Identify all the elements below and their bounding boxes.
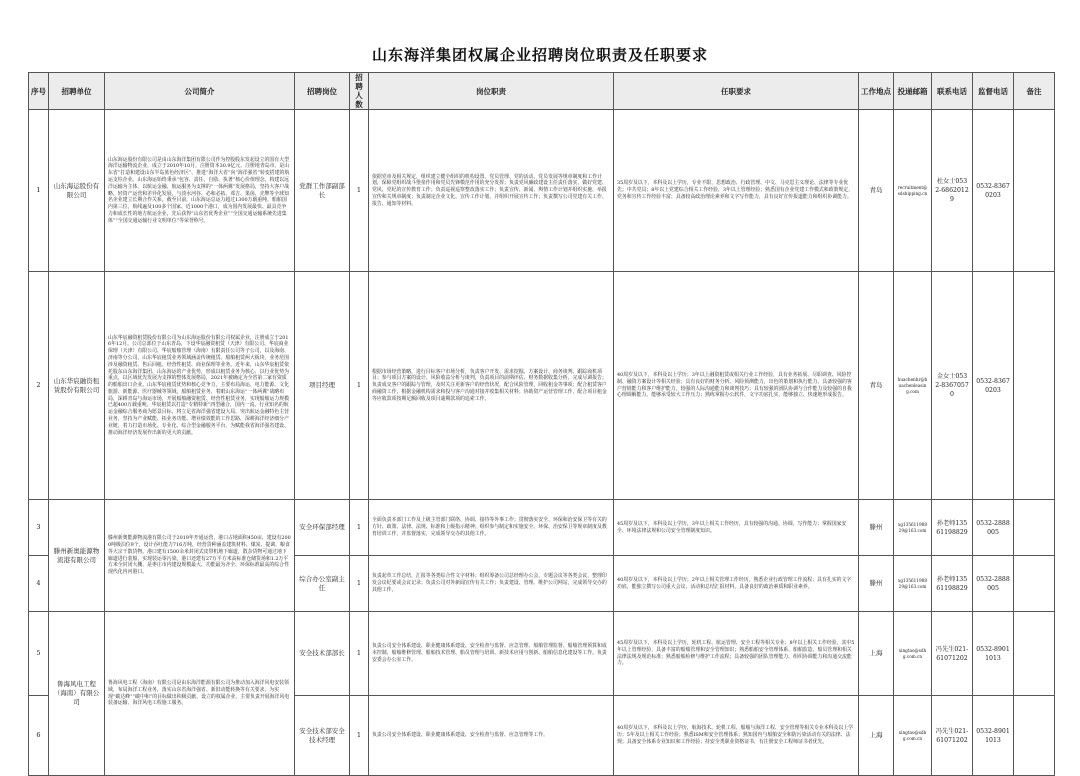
cell-seq: 2 (29, 272, 49, 500)
cell-email[interactable]: xingtao@sdhg.com.cn (894, 612, 932, 696)
header-req: 任职要求 (614, 73, 859, 110)
cell-count: 1 (350, 110, 369, 272)
cell-duty: 负责公司安全体系建设、职业健康体系建设、安全检查与监督、应急管理等工作。 (369, 696, 614, 776)
cell-seq: 1 (29, 110, 49, 272)
table-row (29, 612, 1055, 696)
cell-supervise: 0532-89011013 (973, 612, 1014, 696)
cell-contact: 杜女士0532-68620129 (932, 110, 973, 272)
cell-duty: 全面负责本部门工作及上级主管部门联络、协调、接待等外事工作；贯彻落实安全、环保和治安保卫等有关的方针、政策、法律、法规、标准和上级指示精神；组织参与制定和实施安全、环保、治安保卫等规章制度及教育培训工作，并监督落实，完成领导交办的其他工作。 (369, 500, 614, 556)
cell-post: 安全环保部经理 (295, 500, 350, 556)
cell-email[interactable]: xg13561198829@163.com (894, 500, 932, 556)
cell-note (1014, 556, 1055, 612)
cell-intro: 滕州新奥能源物流港有限公司于2019年开通运营，港口占地面积450亩，建设有2000吨级泊位9个，设计吞吐能力716万吨，经营货种涵盖建筑材料、煤炭、提调、粮食等大宗干散货物。港口建有1500余米封闭式皮带机地下廊道，散杂货物可通过地下廊道进行装船，实现装运零污染。港口还建有27万平方米高标准仓储货场和1.2万平方米全封闭大棚，是枣庄市内建设规模最大、功能最为齐全、环保标准最高的综合性现代化内河港口。 (105, 500, 295, 612)
cell-count: 1 (350, 556, 369, 612)
cell-contact: 孙老师13561198829 (932, 500, 973, 556)
cell-req: 45周岁及以下，本科及以上学历，轮机工程、航运管理、安全工程等相关专业；8年以上相关工作经验，其中5年以上管理经验，具备丰富的船舶管理和安全管理知识；熟悉船舶安全管理体系、船舶监造、船员管理和相关法律法规及规范标准；熟悉船舶检修与维护工作流程；具备较强的团队管理能力、组织协调能力和沟通交流能力。 (614, 612, 859, 696)
cell-post: 项目经理 (295, 272, 350, 500)
cell-loc: 青岛 (859, 110, 894, 272)
cell-intro: 鲁海风电工程（海南）有限公司是由东海洋能源有限公司为推动加入海洋风电安装领域，布局海洋工程业务，落实山东省海洋强省、新旧动能转换等有关要求，为实现“碳达峰”“碳中和”的目标做出积极贡献，设立的权属企业，主要负责开展海洋风电装备运输、海洋风电工程施工服务。 (105, 612, 295, 776)
header-note: 备注 (1014, 73, 1055, 110)
header-loc: 工作地点 (859, 73, 894, 110)
cell-email[interactable]: huachenhr@huachenleasing.com (894, 272, 932, 500)
header-seq: 序号 (29, 73, 49, 110)
cell-req: 45周岁及以下，本科及以上学历，3年以上相关工作经历，具有较强的沟通、协调、写作能力；掌握国家安全、环境法律法规和公司安全管理制度知识。 (614, 500, 859, 556)
cell-intro: 山东华宸融资租赁股份有限公司为山东海运股份有限公司权属企业，注册成立于2016年12月。公司总部位于山东青岛，下设华宸融资租赁（天津）有限公司、华宸商业保理（天津）有限公司、华宸船舶管理（海南）有限责任公司等子公司，以及海南、济南等分公司，山东华宸租赁业务领域涵盖传统租赁、船舶租赁两大板块，业务范围涉及融资租赁、售后回租、经营性租赁、商业保理等业务。近年来，山东华宸租赁依托股东山东海洋集团、山东海运的产业优势，形成以租赁业务为核心、以行业优势为重点，以区域优先发展为支撑的整体发展格局，2021年被确定为全省第二家有资质的船舶出口企业。山东华宸租赁优势和核心竞争力，主要布局海运、电力能源、文化旅游、新能源、医疗器械等领域，船舶租赁业务，着眼山东海运“一体两翼”战略布局，深耕青岛与海运市场，开展船舶融资租赁、经营性租赁业务，实现船舶运力规模已超400万载重吨。华宸租赁以打造“专精特新”四型融合，国内一流、行业知名的航运金融综合服务商为愿景目标，将立足省海洋强省建设大局，突出航运金融特色主营业务，坚持为产业赋能、拓业务功能、增业绩效能的工作思路，深耕海洋经济细分产业链，着力打造市场化、专业化、综合型金融服务平台，为赋能我省海洋强省建设、推动海洋经济发展作出新的更大的贡献。 (105, 272, 295, 500)
cell-note (1014, 272, 1055, 500)
cell-intro: 山东海运股份有限公司是由山东海洋集团有限公司作为控股股东发起设立的国有大型海洋运输物流企业，成立于2010年10月，注册资本30.9亿元，注册地青岛市，是山东省“打造和建设山东半岛蓝色经济区”、推进“海洋大省”向“海洋强省”转变搭建的航运支柱企业。山东海运始终秉承“包容、责任、自励、执著”核心价值理念，构建以远洋运输为主体，以航运金融、航运服务为支撑的“一体两翼”发展格局，坚持大客户战略、轻资产运营和差异化发展，与淡水河谷、必和必拓、邓吉、果茵、壳牌等全球知名企业建立长期合作关系。截至目前，山东海运总运力超过1300万载重吨，船舶国内第三位，航线遍及100多个国家、近1000个港口，成为国内发展最快、最具竞争力和成长性的地方航运企业，先后获得“山东省优秀企业”“全国交通运输系统先进集体”“全国交通运输行业文明单位”等荣誉称号。 (105, 110, 295, 272)
header-count: 招聘人数 (350, 73, 369, 110)
cell-req: 35周岁及以下，本科及以上学历，专业不限，思想政治、行政管理、中文、马克思主义理论、法律等专业优先；中共党员；8年以上党建综合相关工作经验，3年以上管理经验；熟悉国有企业党建工作模式和政策规定，党务和宣传工作经验丰富；具备较高政治理论素养和文字写作能力，具有良好宣传报道能力和组织协调能力。 (614, 110, 859, 272)
header-supervise: 监督电话 (973, 73, 1014, 110)
cell-post: 综合办公室副主任 (295, 556, 350, 612)
cell-seq: 3 (29, 500, 49, 556)
table-row (29, 272, 1055, 500)
cell-supervise: 0532-2888005 (973, 500, 1014, 556)
table-header-row (29, 73, 1055, 110)
cell-email[interactable]: xg13561198829@163.com (894, 556, 932, 612)
cell-loc: 上海 (859, 612, 894, 696)
cell-contact: 金女士0532-83670570 (932, 272, 973, 500)
cell-seq: 6 (29, 696, 49, 776)
cell-req: 40周岁及以下，本科及以上学历；2年以上相关管理工作经历，熟悉企业行政管理工作流程；具有扎实的文字功底，能独立撰写公司重大会议、活动和总结汇报材料，具备良好的政治素质和职业素养。 (614, 556, 859, 612)
cell-note (1014, 612, 1055, 696)
cell-duty: 根据市场经营策略，进行目标客户市场分析，负责客户开发、需求挖掘、方案设计、商务谈判、跟踪商机项目；参与项目方案的设计、风险收益分析与谈判，负责项目的前期评估、财务数据收集分析、完成尽调报告；负责成交客户的跟踪与管理，及时关注更新客户的经营状况，配合风险管理，回收租金等事项；配合租赁客户商融资工作，根据金融机构需求和投与客户沟通对接并收集相关材料；协助资产运营管理工作，配合项目租金等应收款项按期足额回收及项目逾期款项的追索工作。 (369, 272, 614, 500)
recruitment-table (28, 72, 1055, 776)
cell-supervise: 0532-89011013 (973, 696, 1014, 776)
cell-count: 1 (350, 272, 369, 500)
cell-unit: 山东海运股份有限公司 (49, 110, 105, 272)
cell-note (1014, 110, 1055, 272)
page-title: 山东海洋集团权属企业招聘岗位职责及任职要求 (371, 46, 708, 64)
cell-loc: 滕州 (859, 500, 894, 556)
cell-seq: 5 (29, 612, 49, 696)
cell-req: 40周岁及以下，本科及以上学历，航海技术、轮机工程、船舶与海洋工程、安全管理等相关专业本科及以上学历；5年及以上相关工作经验；熟悉ISM和安全管理体系；熟知国内与船舶安全和防污染活动有关的法律、法规；具备安全体系专业知识和工作经验；持安全类职业资格证书，有注册安全工程师证书者优先。 (614, 696, 859, 776)
cell-duty: 负责公司安全体系建设、职业健康体系建设、安全检查与监督、应急管理、船舶管理监督、船舶管理预算和成本控制、船舶维修管理、船舶技术管理、船员管理与培训、新技术应用与创新、船舶信息化建设等工作。负责安委会办公室工作。 (369, 612, 614, 696)
cell-note (1014, 500, 1055, 556)
cell-seq: 4 (29, 556, 49, 612)
cell-loc: 上海 (859, 696, 894, 776)
cell-contact: 冯先生021-61071202 (932, 612, 973, 696)
cell-count: 1 (350, 612, 369, 696)
cell-contact: 孙老师13561198829 (932, 556, 973, 612)
cell-post: 安全技术部安全技术经理 (295, 696, 350, 776)
cell-loc: 青岛 (859, 272, 894, 500)
header-duty: 岗位职责 (369, 73, 614, 110)
cell-email[interactable]: recruitment@sdshipping.cn (894, 110, 932, 272)
cell-post: 党群工作部副部长 (295, 110, 350, 272)
cell-supervise: 0532-83670203 (973, 272, 1014, 500)
cell-supervise: 0532-2888005 (973, 556, 1014, 612)
cell-count: 1 (350, 500, 369, 556)
header-email: 投递邮箱 (894, 73, 932, 110)
header-contact: 联系电话 (932, 73, 973, 110)
cell-loc: 滕州 (859, 556, 894, 612)
table-row (29, 500, 1055, 556)
cell-supervise: 0532-83670203 (973, 110, 1014, 272)
cell-count: 1 (350, 696, 369, 776)
cell-contact: 冯先生021-61071202 (932, 696, 973, 776)
cell-duty: 负责起草工作总结，汇报等各类综合性文字材料；组织筹备公司总经理办公会，专题会议等各类会议，整理印发会议纪要或会议记录；负责公司对外新闻宣传有关工作；负责建设、管理、维护公司网站，完成领导交办的其他工作。 (369, 556, 614, 612)
cell-duty: 依据党章及相关规定，组织建立健全组织的机构设置、党员管理、党的活动、党员发展等规章制度和工作计划，保障党组织战斗堡垒作用和党员先锋模范作用的充分发挥；负责党风廉政建设主任责任落实，做好党建、党风、党纪的宣传教育工作；负责巡视巡察整改落实工作；负责宣传、新闻、舆情工作计划并组织实施，举报宣传和关规章制度；负责制定企业文化、宣传工作计划，并组织开展宣传工作；负责撰写公司党建有关工作、报告、通知等材料。 (369, 110, 614, 272)
table-row (29, 110, 1055, 272)
cell-unit: 滕州新奥能源物流港有限公司 (49, 500, 105, 612)
cell-post: 安全技术部部长 (295, 612, 350, 696)
header-post: 招聘岗位 (295, 73, 350, 110)
cell-email[interactable]: xingtao@sdhg.com.cn (894, 696, 932, 776)
cell-unit: 山东华宸融资租赁股份有限公司 (49, 272, 105, 500)
header-unit: 招聘单位 (49, 73, 105, 110)
cell-unit: 鲁海风电工程（海南）有限公司 (49, 612, 105, 776)
cell-req: 40周岁及以下，本科及以上学历；3年以上融资租赁或相关行业工作经验，具有业务拓展、尽职调查、风险控制、融资方案设计等相关经验；具有良好的财务分析、风险预测能力，出色的策划和执行能力，具备较强的客户营销能力和客户维护能力，较强的人际沟通能力和谈判技巧；具有较强的团队协调与合作能力及较强的自我心理调解能力，能够承受较大工作压力；熟练掌握办公软件，文字功底扎实，能够独立、快速地形成报告。 (614, 272, 859, 500)
header-intro: 公司简介 (105, 73, 295, 110)
